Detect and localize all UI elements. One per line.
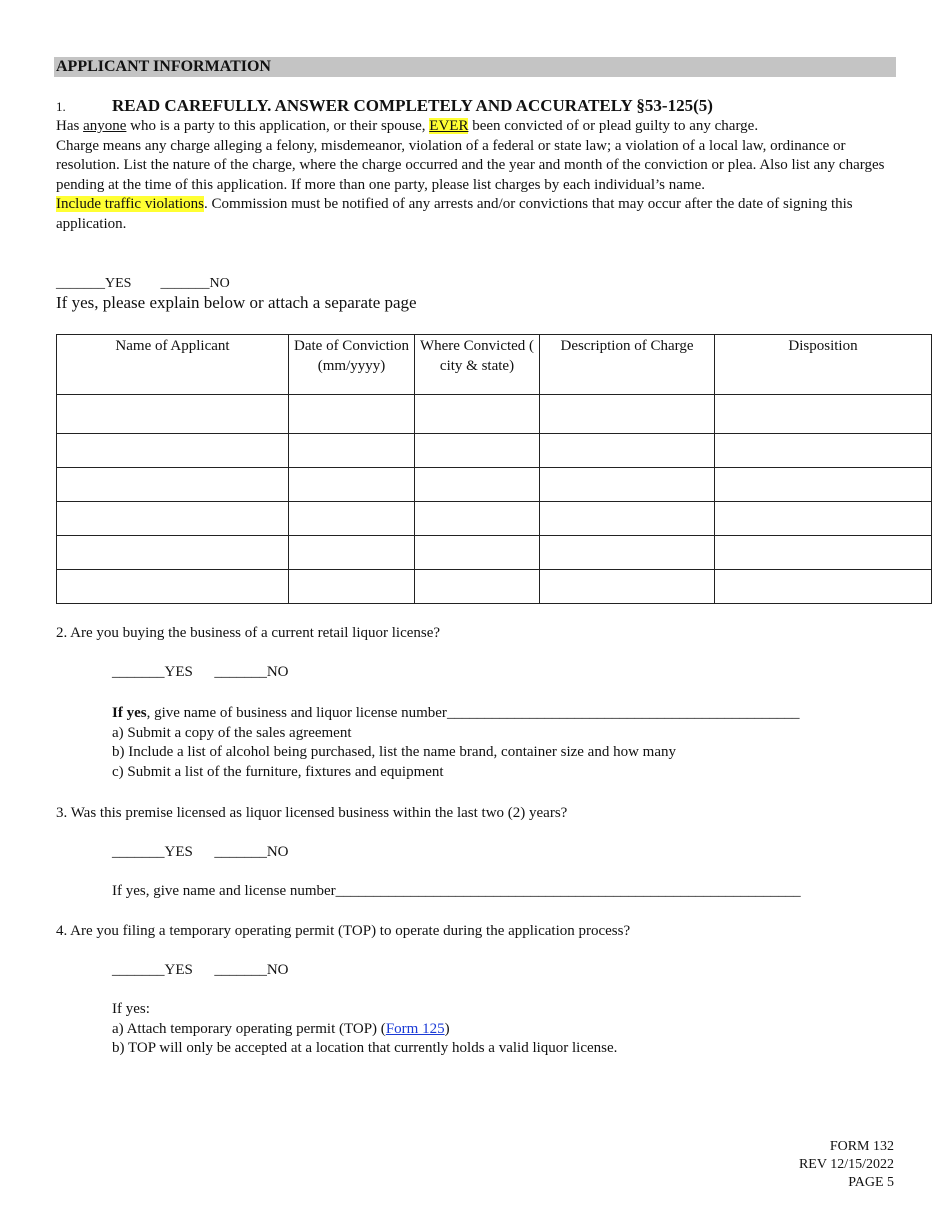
q2-yes-no	[112, 663, 289, 683]
col-where-convicted: Where Convicted ( city & state)	[415, 335, 540, 395]
q1-yes-label: YES	[105, 276, 132, 291]
q1-no-blank[interactable]: _______	[160, 276, 210, 291]
q3-yes-no	[112, 843, 289, 863]
q2-item-b: b) Include a list of alcohol being purchased, list the name brand, container size and how many	[112, 744, 676, 760]
table-cell[interactable]	[540, 536, 715, 570]
table-cell[interactable]	[289, 570, 415, 604]
q3-license-line[interactable]: ______________________________________________________________	[335, 883, 801, 899]
table-row	[57, 536, 932, 570]
q1-explain: If yes, please explain below or attach a separate page	[56, 293, 417, 312]
table-cell[interactable]	[540, 468, 715, 502]
table-cell[interactable]	[715, 468, 932, 502]
col-description-of-charge: Description of Charge	[540, 335, 715, 395]
ever-word: EVER	[429, 118, 469, 134]
q3-yes-label: YES	[164, 844, 193, 860]
q2-item-a: a) Submit a copy of the sales agreement	[112, 724, 352, 741]
q4-item-b: b) TOP will only be accepted at a location that currently holds a valid liquor license.	[112, 1040, 618, 1056]
q3-no-blank[interactable]: _______	[214, 844, 267, 860]
q4-yes-blank[interactable]: _______	[112, 962, 165, 978]
q2-item-c: c) Submit a list of the furniture, fixtures and equipment	[112, 763, 444, 780]
q4-yes-label: YES	[164, 962, 193, 978]
table-cell[interactable]	[57, 434, 289, 468]
q2-details	[112, 704, 912, 782]
table-cell[interactable]	[415, 502, 540, 536]
table-cell[interactable]	[57, 468, 289, 502]
q4-if-yes: If yes:	[112, 1001, 150, 1017]
anyone-word: anyone	[83, 118, 127, 134]
table-cell[interactable]	[715, 434, 932, 468]
footer-page-number: PAGE 5	[848, 1175, 894, 1190]
table-cell[interactable]	[289, 502, 415, 536]
table-cell[interactable]	[57, 570, 289, 604]
traffic-highlight: Include traffic violations	[56, 196, 205, 212]
table-cell[interactable]	[540, 395, 715, 434]
q2-no-label: NO	[266, 664, 289, 680]
table-cell[interactable]	[57, 536, 289, 570]
q1-text	[56, 117, 901, 234]
q1-title: READ CAREFULLY. ANSWER COMPLETELY AND ACCURATELY §53-125(5)	[112, 96, 713, 115]
q4-no-label: NO	[266, 962, 289, 978]
table-cell[interactable]	[415, 570, 540, 604]
col-disposition: Disposition	[715, 335, 932, 395]
table-cell[interactable]	[289, 395, 415, 434]
col-name-of-applicant: Name of Applicant	[57, 335, 289, 395]
q1-yes-blank[interactable]: _______	[56, 276, 105, 291]
q1-no-label: NO	[209, 276, 230, 291]
q1-traffic-note: Include traffic violations. Commission must be notified of any arrests and/or convictions that may occur after the date of signing this application.	[56, 196, 853, 232]
q1-line1: Has anyone who is a party to this application, or their spouse, EVER been convicted of or plead guilty to any charge.	[56, 118, 759, 134]
q1-heading	[56, 96, 916, 118]
table-cell[interactable]	[540, 434, 715, 468]
table-cell[interactable]	[715, 536, 932, 570]
table-cell[interactable]	[715, 395, 932, 434]
table-cell[interactable]	[715, 570, 932, 604]
q4-yes-no	[112, 961, 289, 981]
q2-if-yes: If yes, give name of business and liquor license number_______________________________________________	[112, 705, 800, 721]
table-cell[interactable]	[540, 570, 715, 604]
footer-revision: REV 12/15/2022	[798, 1157, 894, 1172]
form-125-link[interactable]: Form 125	[385, 1020, 445, 1037]
col-date-of-conviction: Date of Conviction (mm/yyyy)	[289, 335, 415, 395]
q3-no-label: NO	[266, 844, 289, 860]
table-header-row	[57, 335, 932, 395]
table-row	[57, 570, 932, 604]
section-header: APPLICANT INFORMATION	[54, 57, 896, 77]
table-cell[interactable]	[415, 434, 540, 468]
table-cell[interactable]	[289, 536, 415, 570]
q2-yes-label: YES	[164, 664, 193, 680]
table-cell[interactable]	[57, 502, 289, 536]
table-row	[57, 468, 932, 502]
table-row	[57, 395, 932, 434]
table-cell[interactable]	[415, 395, 540, 434]
table-row	[57, 502, 932, 536]
table-row	[57, 434, 932, 468]
q3-question: 3. Was this premise licensed as liquor licensed business within the last two (2) years?	[56, 805, 568, 821]
q3-if-yes: If yes, give name and license number______________________________________________________________	[112, 883, 801, 899]
q3-yes-blank[interactable]: _______	[112, 844, 165, 860]
footer-form-number: FORM 132	[829, 1139, 894, 1154]
table-cell[interactable]	[415, 536, 540, 570]
q2-license-line[interactable]: _______________________________________________	[446, 705, 800, 721]
q2-question: 2. Are you buying the business of a current retail liquor license?	[56, 625, 441, 641]
q4-no-blank[interactable]: _______	[214, 962, 267, 978]
charges-table	[56, 334, 932, 604]
q4-item-a: a) Attach temporary operating permit (TOP) (Form 125)	[112, 1020, 450, 1037]
q2-yes-blank[interactable]: _______	[112, 664, 165, 680]
q1-yes-no	[56, 274, 230, 294]
table-cell[interactable]	[57, 395, 289, 434]
q1-number: 1.	[56, 99, 66, 114]
table-cell[interactable]	[289, 434, 415, 468]
page-footer	[799, 1138, 894, 1192]
table-cell[interactable]	[715, 502, 932, 536]
q2-no-blank[interactable]: _______	[214, 664, 267, 680]
table-cell[interactable]	[289, 468, 415, 502]
q4-question: 4. Are you filing a temporary operating permit (TOP) to operate during the application process?	[56, 923, 631, 939]
q4-details	[112, 1000, 912, 1059]
table-cell[interactable]	[540, 502, 715, 536]
q1-body: Charge means any charge alleging a felony, misdemeanor, violation of a federal or state law; a violation of a local law, ordinance or resolution. List the nature of the charge, where the charge occurred and the year and month of the conviction or plea. Also list any charges pending at the time of this application. If more than one party, please list charges by each individual’s name.	[56, 137, 885, 193]
table-cell[interactable]	[415, 468, 540, 502]
